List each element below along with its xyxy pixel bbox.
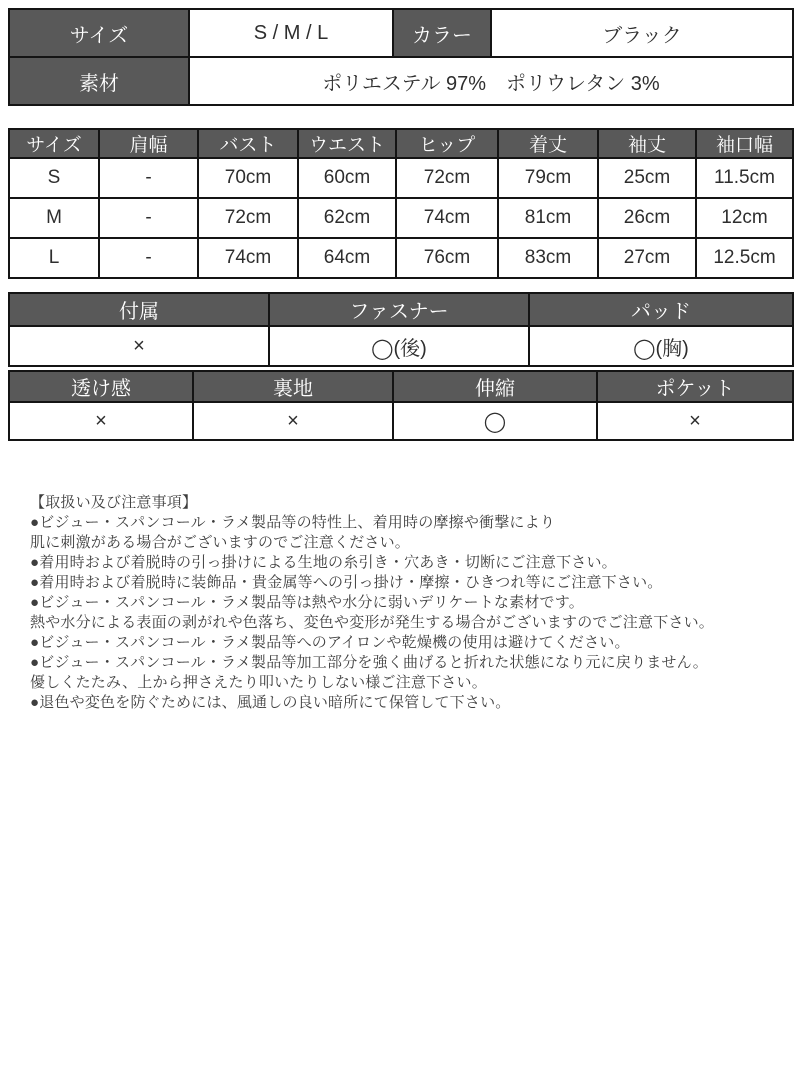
cell: 12.5cm <box>696 238 793 278</box>
accessories-value: × <box>9 326 269 366</box>
cell: 72cm <box>198 198 298 238</box>
table-row-size-l <box>9 238 793 278</box>
cell: 25cm <box>598 158 696 198</box>
measurements-table <box>8 128 794 279</box>
material-header: 素材 <box>9 57 189 105</box>
col-header-waist: ウエスト <box>298 129 396 158</box>
care-note-line: ●ビジュー・スパンコール・ラメ製品等へのアイロンや乾燥機の使用は避けてください。 <box>30 634 630 651</box>
cell: 81cm <box>498 198 598 238</box>
cell: 70cm <box>198 158 298 198</box>
col-header-stretch: 伸縮 <box>393 371 597 402</box>
care-note-line: 肌に刺激がある場合がございますのでご注意ください。 <box>30 534 411 551</box>
cell: 11.5cm <box>696 158 793 198</box>
col-header-sleeve: 袖丈 <box>598 129 696 158</box>
color-header: カラー <box>393 9 491 57</box>
cell: - <box>99 198 198 238</box>
care-note-line: 優しくたたみ、上から押さえたり叩いたりしない様ご注意下さい。 <box>30 674 487 691</box>
fastener-value: ◯(後) <box>269 326 529 366</box>
features-table-b <box>8 370 794 441</box>
cell: 64cm <box>298 238 396 278</box>
cell: - <box>99 158 198 198</box>
cell: 62cm <box>298 198 396 238</box>
sheerness-value: × <box>9 402 193 440</box>
care-notes-section <box>30 493 782 713</box>
care-note-line: ●ビジュー・スパンコール・ラメ製品等は熱や水分に弱いデリケートな素材です。 <box>30 594 584 611</box>
cell: L <box>9 238 99 278</box>
care-note-line: ●着用時および着脱時に装飾品・貴金属等への引っ掛け・摩擦・ひきつれ等にご注意下さい。 <box>30 574 663 591</box>
size-value: S / M / L <box>189 9 393 57</box>
features-a-value-row <box>9 326 793 366</box>
col-header-bust: バスト <box>198 129 298 158</box>
cell: 26cm <box>598 198 696 238</box>
col-header-pad: パッド <box>529 293 793 326</box>
cell: M <box>9 198 99 238</box>
col-header-length: 着丈 <box>498 129 598 158</box>
col-header-fastener: ファスナー <box>269 293 529 326</box>
color-value: ブラック <box>491 9 793 57</box>
cell: 76cm <box>396 238 498 278</box>
cell: S <box>9 158 99 198</box>
col-header-shoulder: 肩幅 <box>99 129 198 158</box>
pocket-value: × <box>597 402 793 440</box>
cell: 12cm <box>696 198 793 238</box>
measurements-header-row <box>9 129 793 158</box>
cell: - <box>99 238 198 278</box>
cell: 60cm <box>298 158 396 198</box>
care-note-line: ●着用時および着脱時の引っ掛けによる生地の糸引き・穴あき・切断にご注意下さい。 <box>30 554 617 571</box>
lining-value: × <box>193 402 393 440</box>
material-value: ポリエステル 97% ポリウレタン 3% <box>189 57 793 105</box>
features-a-header-row <box>9 293 793 326</box>
cell: 27cm <box>598 238 696 278</box>
cell: 74cm <box>396 198 498 238</box>
cell: 83cm <box>498 238 598 278</box>
col-header-sheerness: 透け感 <box>9 371 193 402</box>
features-b-header-row <box>9 371 793 402</box>
col-header-pocket: ポケット <box>597 371 793 402</box>
table-row-size-m <box>9 198 793 238</box>
col-header-accessories: 付属 <box>9 293 269 326</box>
care-note-line: ●退色や変色を防ぐためには、風通しの良い暗所にて保管して下さい。 <box>30 694 511 711</box>
table-row-size-s <box>9 158 793 198</box>
cell: 79cm <box>498 158 598 198</box>
col-header-size: サイズ <box>9 129 99 158</box>
col-header-hip: ヒップ <box>396 129 498 158</box>
care-note-line: 熱や水分による表面の剥がれや色落ち、変色や変形が発生する場合がございますのでご注意下さい。 <box>30 614 715 631</box>
care-notes-title: 【取扱い及び注意事項】 <box>30 494 198 511</box>
product-summary-table <box>8 8 794 106</box>
features-b-value-row <box>9 402 793 440</box>
pad-value: ◯(胸) <box>529 326 793 366</box>
col-header-cuff: 袖口幅 <box>696 129 793 158</box>
care-note-line: ●ビジュー・スパンコール・ラメ製品等の特性上、着用時の摩擦や衝撃により <box>30 514 556 531</box>
features-table-a <box>8 292 794 367</box>
col-header-lining: 裏地 <box>193 371 393 402</box>
cell: 74cm <box>198 238 298 278</box>
size-header: サイズ <box>9 9 189 57</box>
cell: 72cm <box>396 158 498 198</box>
stretch-value: ◯ <box>393 402 597 440</box>
care-note-line: ●ビジュー・スパンコール・ラメ製品等加工部分を強く曲げると折れた状態になり元に戻りません。 <box>30 654 708 671</box>
